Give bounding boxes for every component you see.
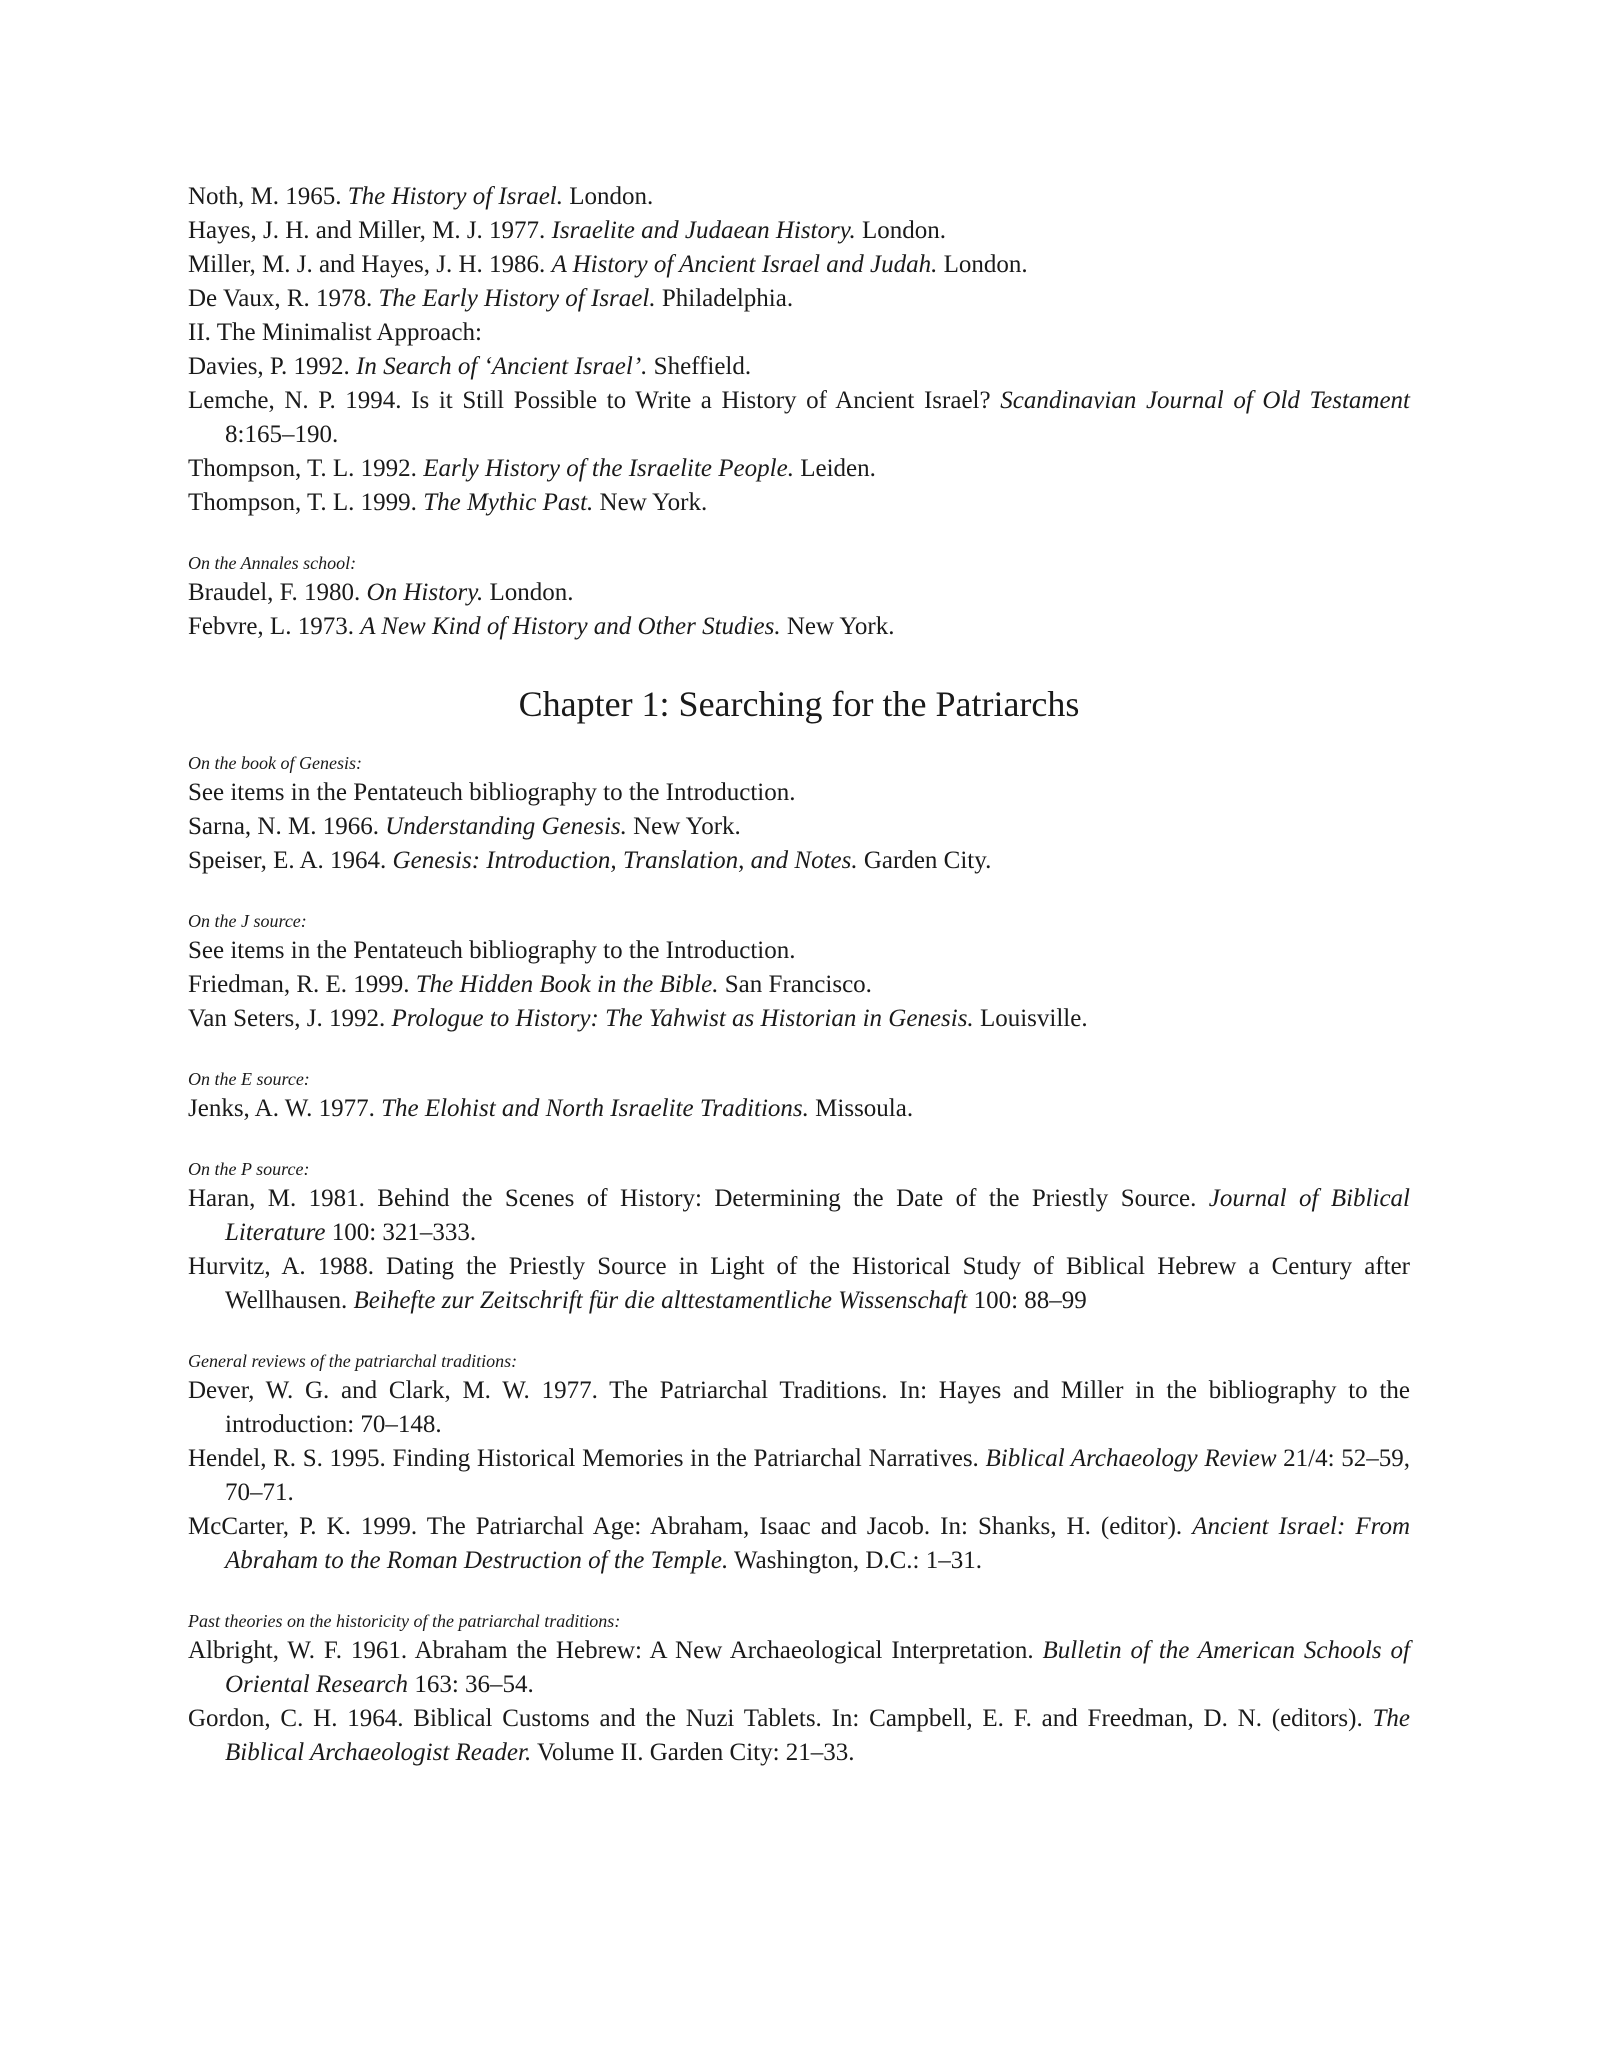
- section-heading: On the E source:: [188, 1069, 310, 1089]
- entry-text: Thompson, T. L. 1992.: [188, 455, 424, 482]
- section-heading: On the P source:: [188, 1159, 310, 1179]
- entry-text: Sarna, N. M. 1966.: [188, 813, 386, 840]
- bibliography-entry: [188, 282, 1410, 316]
- entry-text: Davies, P. 1992.: [188, 353, 357, 380]
- chapter-title: Chapter 1: Searching for the Patriarchs: [518, 684, 1080, 724]
- entry-text: Hendel, R. S. 1995. Finding Historical Memories in the Patriarchal Narratives.: [188, 1445, 986, 1472]
- entry-title: Ancient Israel: From Abraham to the Roman Destruction of the Temple.: [225, 1513, 1410, 1574]
- section-heading: On the Annales school:: [188, 553, 357, 573]
- entry-title: Scandinavian Journal of Old Testament: [1000, 387, 1411, 414]
- entry-text: Miller, M. J. and Hayes, J. H. 1986.: [188, 251, 552, 278]
- entry-title: Bulletin of the American Schools of Oriental Research: [225, 1637, 1410, 1698]
- entry-title: Israelite and Judaean History.: [551, 217, 856, 244]
- bibliography-entry: [188, 934, 1410, 968]
- entry-text: New York.: [593, 489, 708, 516]
- bibliography-entry: [188, 810, 1410, 844]
- section-heading: On the J source:: [188, 911, 307, 931]
- bibliography-page: [188, 180, 1410, 1770]
- bibliography-entry: [188, 1702, 1410, 1770]
- entry-title: A New Kind of History and Other Studies.: [360, 613, 781, 640]
- bibliography-entry: [188, 214, 1410, 248]
- section-heading: On the book of Genesis:: [188, 753, 362, 773]
- entry-text: Garden City.: [857, 847, 992, 874]
- entry-text: Sheffield.: [647, 353, 752, 380]
- entry-title: In Search of ‘Ancient Israel’.: [356, 353, 648, 380]
- bibliography-entry: [188, 1442, 1410, 1510]
- entry-title: The Hidden Book in the Bible.: [415, 971, 719, 998]
- entry-text: London.: [937, 251, 1028, 278]
- entry-text: Philadelphia.: [655, 285, 794, 312]
- bibliography-entry: [188, 452, 1410, 486]
- bibliography-entry: [188, 384, 1410, 452]
- entry-title: Understanding Genesis.: [385, 813, 627, 840]
- entry-text: Hurvitz, A. 1988. Dating the Priestly Source in Light of the Historical Study of Biblical Hebrew a Century after Wellhausen.: [188, 1253, 1410, 1314]
- entry-text: Speiser, E. A. 1964.: [188, 847, 393, 874]
- entry-text: 100: 88–99: [967, 1287, 1087, 1314]
- entry-text: Jenks, A. W. 1977.: [188, 1095, 382, 1122]
- entry-text: Volume II. Garden City: 21–33.: [531, 1739, 855, 1766]
- entry-text: London.: [855, 217, 946, 244]
- entry-text: New York.: [780, 613, 895, 640]
- bibliography-entry: [188, 1634, 1410, 1702]
- bibliography-entry: [188, 180, 1410, 214]
- entry-title: Early History of the Israelite People.: [423, 455, 794, 482]
- bibliography-entry: [188, 776, 1410, 810]
- entry-text: Gordon, C. H. 1964. Biblical Customs and the Nuzi Tablets. In: Campbell, E. F. and Freedman, D. N. (editors).: [188, 1705, 1373, 1732]
- entry-text: Van Seters, J. 1992.: [188, 1005, 392, 1032]
- entry-text: See items in the Pentateuch bibliography to the Introduction.: [188, 937, 796, 964]
- entry-text: Leiden.: [793, 455, 876, 482]
- bibliography-entry: [188, 1510, 1410, 1578]
- entry-text: De Vaux, R. 1978.: [188, 285, 379, 312]
- bibliography-entry: [188, 1250, 1410, 1318]
- entry-title: The History of Israel.: [347, 183, 564, 210]
- entry-text: 21/4: 52–59, 70–71.: [225, 1445, 1410, 1506]
- entry-title: Prologue to History: The Yahwist as Historian in Genesis.: [391, 1005, 974, 1032]
- bibliography-entry: [188, 576, 1410, 610]
- entry-text: Noth, M. 1965.: [188, 183, 348, 210]
- entry-text: Dever, W. G. and Clark, M. W. 1977. The Patriarchal Traditions. In: Hayes and Miller in the bibliography to the introduction: 70–148.: [188, 1377, 1410, 1438]
- entry-text: Hayes, J. H. and Miller, M. J. 1977.: [188, 217, 552, 244]
- entry-text: Albright, W. F. 1961. Abraham the Hebrew: A New Archaeological Interpretation.: [188, 1637, 1043, 1664]
- bibliography-entry: [188, 968, 1410, 1002]
- entry-text: McCarter, P. K. 1999. The Patriarchal Age: Abraham, Isaac and Jacob. In: Shanks, H. (editor).: [188, 1513, 1193, 1540]
- entry-text: London.: [483, 579, 574, 606]
- entry-text: Louisville.: [973, 1005, 1088, 1032]
- entry-title: The Elohist and North Israelite Traditions.: [381, 1095, 809, 1122]
- entry-title: On History.: [366, 579, 484, 606]
- entry-title: The Biblical Archaeologist Reader.: [225, 1705, 1410, 1766]
- bibliography-entry: [188, 350, 1410, 384]
- entry-title: Journal of Biblical Literature: [225, 1185, 1410, 1246]
- entry-text: Friedman, R. E. 1999.: [188, 971, 416, 998]
- entry-text: Febvre, L. 1973.: [188, 613, 361, 640]
- entry-text: Thompson, T. L. 1999.: [188, 489, 424, 516]
- bibliography-entry: [188, 844, 1410, 878]
- entry-text: Missoula.: [808, 1095, 914, 1122]
- entry-text: Braudel, F. 1980.: [188, 579, 367, 606]
- bibliography-entry: [188, 316, 1410, 350]
- entry-text: II. The Minimalist Approach:: [188, 319, 482, 346]
- entry-text: New York.: [626, 813, 741, 840]
- entry-text: 163: 36–54.: [408, 1671, 534, 1698]
- entry-text: See items in the Pentateuch bibliography to the Introduction.: [188, 779, 796, 806]
- entry-title: Beihefte zur Zeitschrift für die alttestamentliche Wissenschaft: [353, 1287, 968, 1314]
- entry-text: Haran, M. 1981. Behind the Scenes of History: Determining the Date of the Priestly Source.: [188, 1185, 1209, 1212]
- entry-title: Genesis: Introduction, Translation, and Notes.: [392, 847, 858, 874]
- entry-text: 100: 321–333.: [325, 1219, 477, 1246]
- entry-text: Washington, D.C.: 1–31.: [728, 1547, 982, 1574]
- bibliography-entry: [188, 1182, 1410, 1250]
- bibliography-entry: [188, 610, 1410, 644]
- entry-title: A History of Ancient Israel and Judah.: [551, 251, 938, 278]
- bibliography-entry: [188, 486, 1410, 520]
- entry-title: The Early History of Israel.: [378, 285, 656, 312]
- entry-text: 8:165–190.: [225, 421, 339, 448]
- section-heading: General reviews of the patriarchal traditions:: [188, 1351, 518, 1371]
- entry-title: The Mythic Past.: [423, 489, 594, 516]
- entry-text: London.: [563, 183, 654, 210]
- entry-text: Lemche, N. P. 1994. Is it Still Possible to Write a History of Ancient Israel?: [188, 387, 1001, 414]
- bibliography-entry: [188, 1002, 1410, 1036]
- entry-title: Biblical Archaeology Review: [985, 1445, 1277, 1472]
- bibliography-entry: [188, 1374, 1410, 1442]
- section-heading: Past theories on the historicity of the patriarchal traditions:: [188, 1611, 621, 1631]
- bibliography-entry: [188, 1092, 1410, 1126]
- entry-text: San Francisco.: [718, 971, 872, 998]
- bibliography-entry: [188, 248, 1410, 282]
